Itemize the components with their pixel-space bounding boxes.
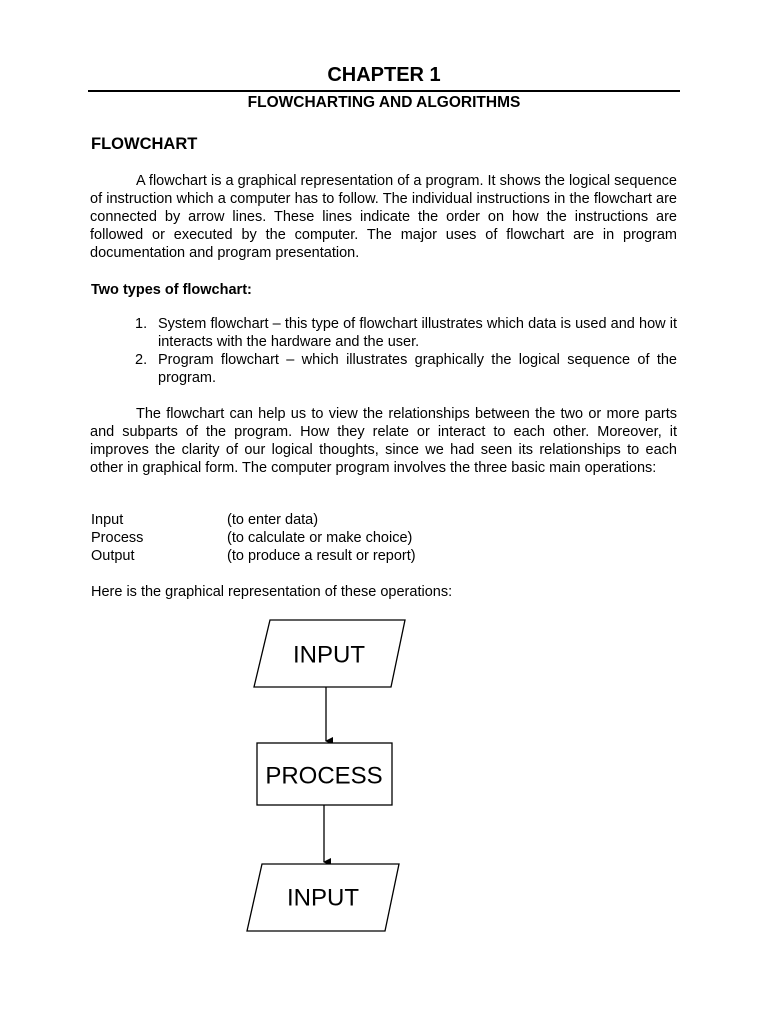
operation-name: Process	[91, 530, 144, 546]
list-item-number: 1.	[135, 316, 148, 332]
operation-description: (to enter data)	[227, 512, 319, 528]
intro-paragraph: A flowchart is a graphical representation of a program. It shows the logical sequence of instruction which a computer has to follow. The individual instructions in the flowchart are connected by arrow lines. These lines indicate the order on how the instructions are followed or executed by the computer. The major uses of flowchart are in program documentation and program presentation.	[90, 173, 677, 261]
list-item-text: System flowchart – this type of flowchart illustrates which data is used and how it interacts with the hardware and the user.	[158, 316, 677, 350]
flowchart-node-label: INPUT	[287, 884, 359, 912]
flowchart-node-label: INPUT	[293, 641, 365, 669]
chapter-title: CHAPTER 1	[327, 64, 441, 86]
operation-name: Input	[91, 512, 124, 528]
list-item-number: 2.	[135, 352, 148, 368]
operation-description: (to produce a result or report)	[227, 548, 416, 564]
operation-name: Output	[91, 548, 135, 564]
types-heading: Two types of flowchart:	[91, 282, 252, 298]
flowchart-node-label: PROCESS	[265, 762, 383, 790]
section-heading: FLOWCHART	[91, 135, 198, 153]
list-item-text: Program flowchart – which illustrates graphically the logical sequence of the program.	[158, 352, 677, 386]
operation-description: (to calculate or make choice)	[227, 530, 413, 546]
diagram-intro: Here is the graphical representation of these operations:	[91, 584, 453, 600]
relationships-paragraph: The flowchart can help us to view the relationships between the two or more parts and subparts of the program. How they relate or interact to each other. Moreover, it improves the clarity of our logical thoughts, since we had seen its relationships to each other in graphical form. The computer program involves the three basic main operations:	[90, 406, 677, 476]
chapter-subtitle: FLOWCHARTING AND ALGORITHMS	[247, 94, 521, 111]
